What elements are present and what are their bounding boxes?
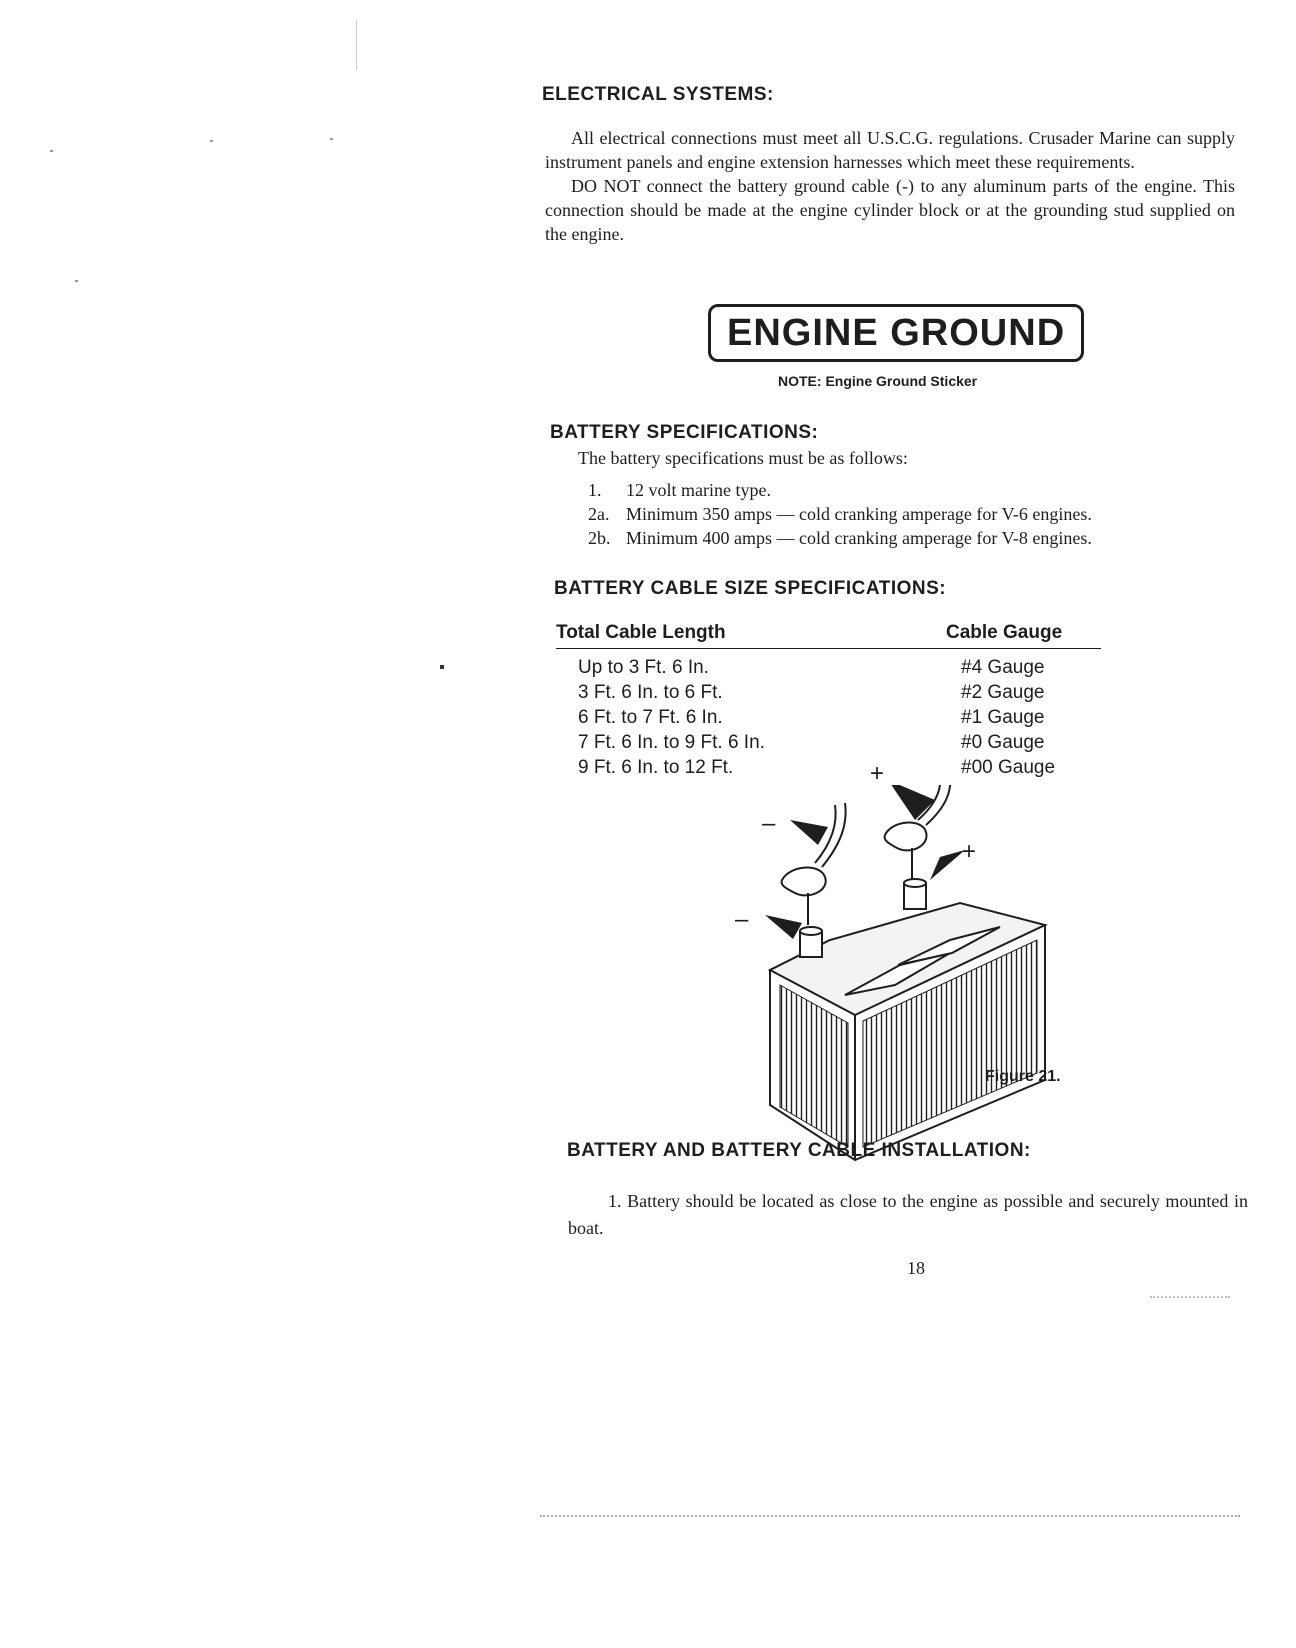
scan-speck (440, 665, 444, 669)
table-cell-gauge: #1 Gauge (961, 707, 1045, 728)
negative-terminal (800, 927, 822, 957)
installation-heading: BATTERY AND BATTERY CABLE INSTALLATION: (567, 1140, 1031, 1161)
list-item-number: 2b. (588, 528, 611, 548)
plus-label-right: + (962, 838, 977, 865)
table-cell-length: Up to 3 Ft. 6 In. (578, 657, 709, 678)
negative-cable-clamp (782, 803, 846, 925)
cable-spec-heading: BATTERY CABLE SIZE SPECIFICATIONS: (554, 578, 947, 599)
table-row (578, 680, 1101, 705)
list-item-number: 1. (588, 480, 602, 500)
list-item (588, 502, 1092, 526)
scan-speck (210, 140, 213, 142)
table-cell-length: 3 Ft. 6 In. to 6 Ft. (578, 682, 723, 703)
table-row (578, 705, 1101, 730)
table-cell-gauge: #4 Gauge (961, 657, 1045, 678)
sticker-note: NOTE: Engine Ground Sticker (778, 373, 978, 389)
table-row (578, 655, 1101, 680)
minus-label-left: – (735, 906, 749, 933)
table-cell-length: 6 Ft. to 7 Ft. 6 In. (578, 707, 723, 728)
table-cell-gauge: #2 Gauge (961, 682, 1045, 703)
minus-label-top: – (762, 810, 776, 837)
list-item (588, 478, 1092, 502)
table-header-rule (556, 648, 1101, 649)
battery-illustration (760, 785, 1090, 1170)
list-item (588, 526, 1092, 550)
scan-speck (50, 150, 53, 152)
page-number: 18 (907, 1258, 925, 1278)
list-item-text: Minimum 400 amps — cold cranking amperage for V-8 engines. (626, 528, 1092, 548)
list-item-text: Minimum 350 amps — cold cranking amperage for V-6 engines. (626, 504, 1092, 524)
list-item-number: 2a. (588, 504, 610, 524)
table-row (578, 730, 1101, 755)
table-cell-length: 9 Ft. 6 In. to 12 Ft. (578, 757, 734, 778)
list-item-text: 12 volt marine type. (626, 480, 771, 500)
battery-spec-heading: BATTERY SPECIFICATIONS: (550, 422, 819, 443)
table-cell-length: 7 Ft. 6 In. to 9 Ft. 6 In. (578, 732, 765, 753)
electrical-body (545, 126, 1235, 246)
figure-caption: Figure 21. (985, 1068, 1061, 1085)
battery-spec-intro: The battery specifications must be as follows: (578, 448, 908, 468)
electrical-heading: ELECTRICAL SYSTEMS: (542, 84, 774, 105)
scan-noise (540, 1515, 1240, 1518)
cable-spec-table (556, 620, 1101, 780)
plus-label-top: + (870, 760, 885, 787)
electrical-paragraph: All electrical connections must meet all U.S.C.G. regulations. Crusader Marine can supply instrument panels and engine extension harnesses which meet these requirements. (545, 128, 1235, 172)
table-cell-gauge: #00 Gauge (961, 757, 1056, 778)
installation-item: 1. Battery should be located as close to the engine as possible and securely mounted in boat. (568, 1191, 1248, 1238)
battery-spec-list (588, 478, 1092, 550)
column-header-gauge: Cable Gauge (946, 622, 1063, 643)
positive-terminal (904, 879, 926, 909)
scan-speck (356, 20, 357, 70)
column-header-length: Total Cable Length (556, 622, 726, 643)
scan-speck (330, 138, 333, 140)
scan-noise (1150, 1296, 1230, 1299)
table-cell-gauge: #0 Gauge (961, 732, 1045, 753)
table-header (556, 620, 1101, 646)
engine-ground-sticker: ENGINE GROUND (708, 304, 1084, 362)
table-row (578, 755, 1101, 780)
scan-speck (75, 280, 78, 282)
electrical-paragraph: DO NOT connect the battery ground cable (-) to any aluminum parts of the engine. This connection should be made at the engine cylinder block or at the grounding stud supplied on the engine. (545, 176, 1235, 244)
